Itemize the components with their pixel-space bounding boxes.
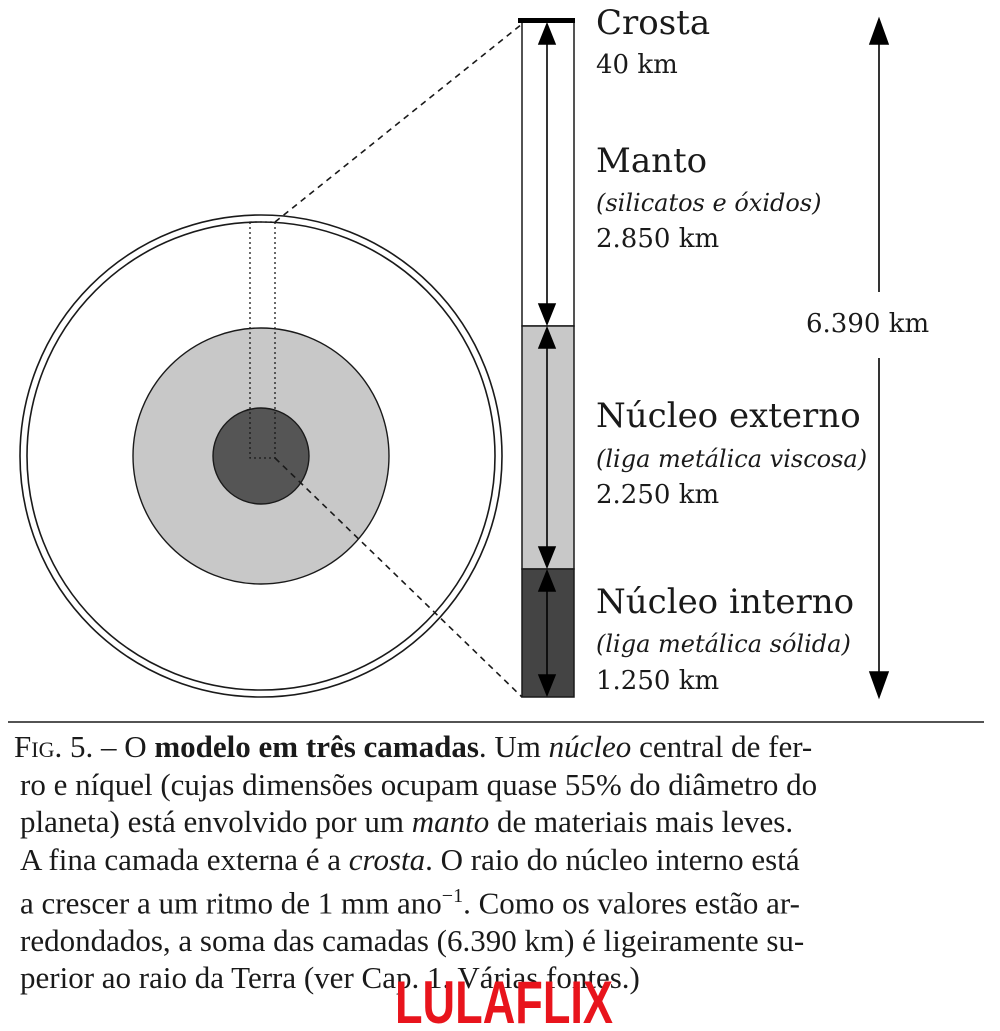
caption-title: modelo em três camadas [154, 729, 479, 764]
total-radius-label: 6.390 km [806, 309, 930, 339]
column-outer-core [522, 326, 574, 569]
mantle-composition: (silicatos e óxidos) [596, 189, 822, 217]
mantle-thickness: 2.850 km [596, 224, 720, 254]
caption-text: . Um [478, 729, 541, 764]
inner-core-thickness: 1.250 km [596, 666, 720, 696]
outer-core-composition: (liga metálica viscosa) [596, 445, 868, 473]
caption-text: de materiais mais leves. [496, 804, 794, 839]
caption-line-4 [14, 841, 982, 879]
mantle-label: Manto [596, 141, 708, 181]
outer-core-label: Núcleo externo [596, 396, 861, 436]
caption-text: central de fer- [639, 729, 813, 764]
caption-text: planeta) está envolvido por um [20, 804, 404, 839]
caption-line-3 [14, 803, 982, 841]
total-arrow-head-up [870, 19, 888, 44]
total-arrow-head-down [870, 672, 888, 697]
caption-text: Cap. 1 [361, 960, 443, 996]
column-crust [518, 18, 575, 23]
watermark-logo [392, 965, 616, 1031]
column-mantle [522, 22, 574, 326]
crust-label: Crosta [596, 3, 711, 43]
caption-text: O [124, 729, 147, 764]
caption-emphasis: manto [411, 804, 490, 839]
outer-core-thickness: 2.250 km [596, 480, 720, 510]
inner-core-composition: (liga metálica sólida) [596, 630, 851, 658]
zoom-line-top [275, 24, 522, 222]
inner-core-label: Núcleo interno [596, 582, 855, 622]
caption-text: perior ao raio da Terra (ver [20, 960, 354, 996]
caption-line-1 [14, 728, 982, 766]
caption-emphasis: crosta [348, 841, 426, 877]
caption-line-5 [14, 878, 982, 922]
caption-superscript: −1 [441, 885, 464, 907]
planet-cross-section [20, 24, 522, 697]
inner-core-circle [213, 408, 309, 504]
caption-text: . Como os valores estão ar- [463, 885, 800, 921]
crust-thickness: 40 km [596, 50, 678, 80]
caption-text: a crescer a um ritmo de 1 mm ano [20, 885, 442, 921]
caption-text: . Várias fontes.) [442, 960, 640, 996]
total-radius-arrow [870, 19, 888, 697]
figure-caption [14, 728, 982, 997]
watermark-text: LULAFLIX [395, 969, 613, 1031]
caption-line-6: redondados, a soma das camadas (6.390 km) é ligeiramente su- [20, 922, 805, 958]
caption-line-2: ro e níquel (cujas dimensões ocupam quase 55% do diâmetro do [20, 766, 818, 802]
caption-emphasis: núcleo [548, 729, 632, 764]
caption-text: . O raio do núcleo interno está [425, 841, 800, 877]
figure-number: Fig. 5. – [14, 729, 117, 764]
caption-text: A fina camada externa é a [20, 841, 342, 877]
